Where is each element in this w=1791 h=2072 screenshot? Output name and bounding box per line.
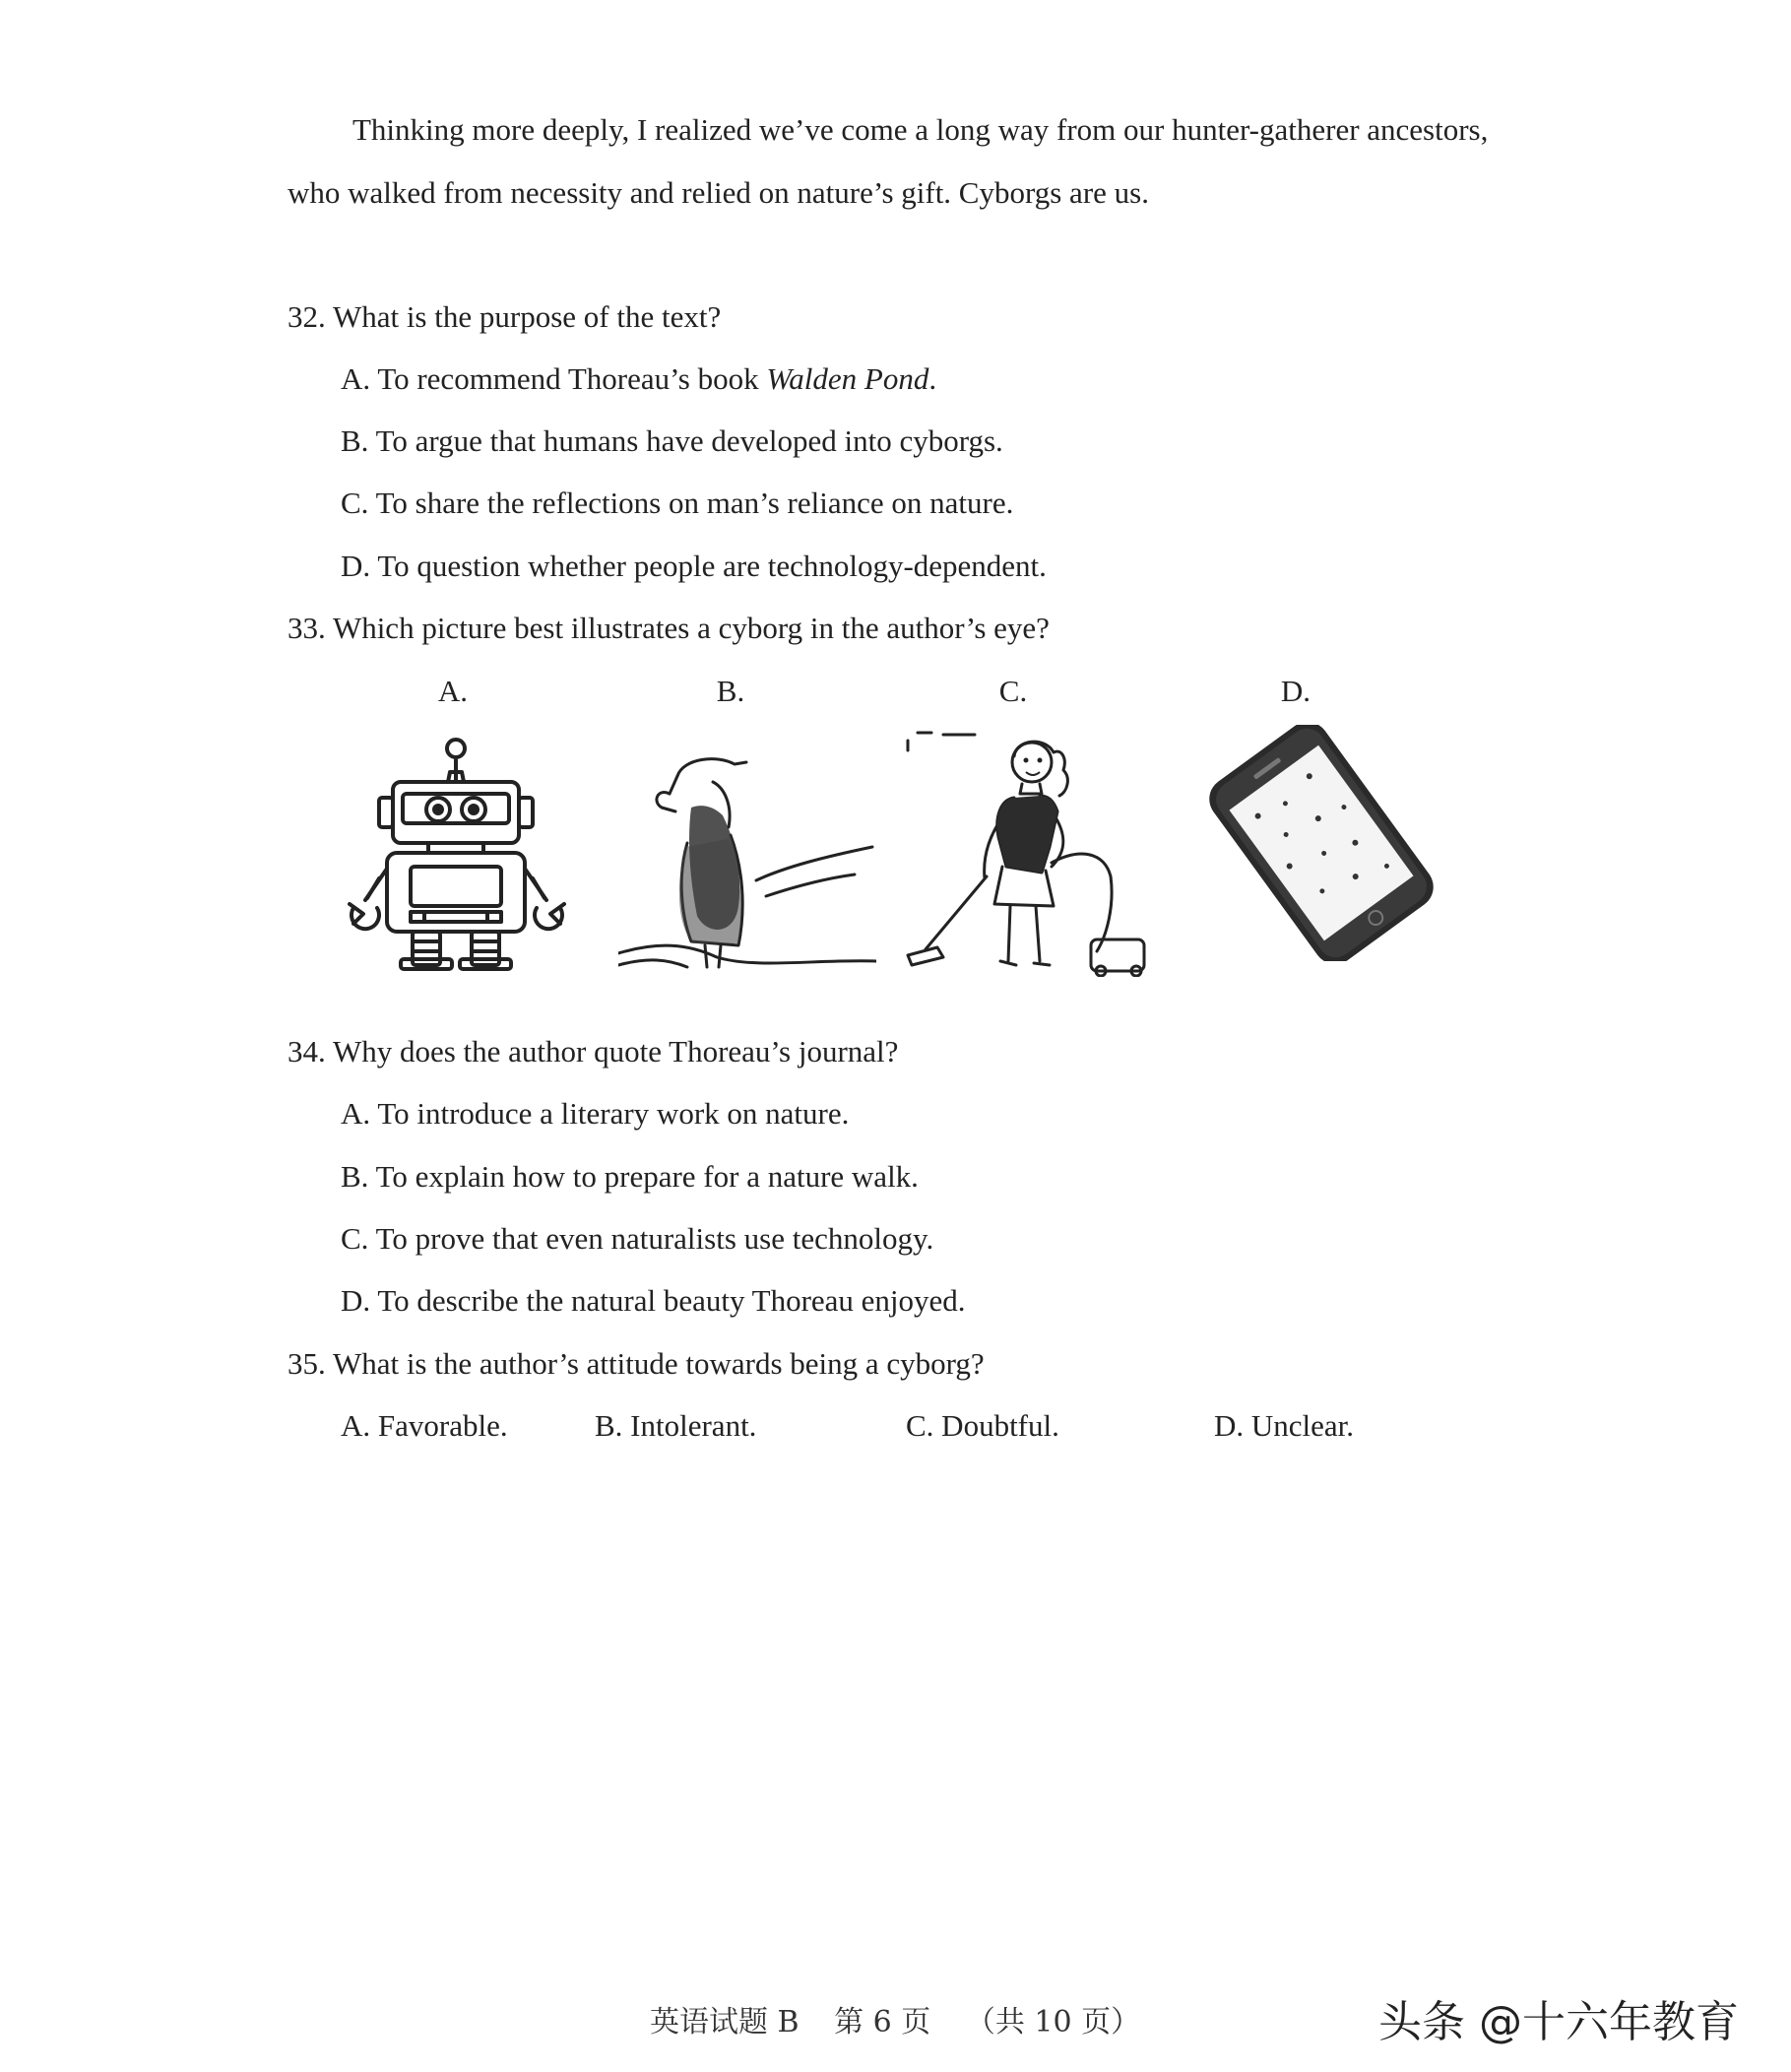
question-32-option-c[interactable]: C. To share the reflections on man’s reliance on nature.	[341, 486, 1014, 520]
passage-paragraph: Thinking more deeply, I realized we’ve come a long way from our hunter-gatherer ancestors, who walked from necessity and relied on nature’s gift. Cyborgs are us.	[288, 112, 1489, 210]
caveman-illustration[interactable]	[618, 748, 876, 975]
picture-label-b: B.	[716, 674, 745, 708]
question-34-stem: 34. Why does the author quote Thoreau’s journal?	[288, 1034, 899, 1068]
question-35-stem: 35. What is the author’s attitude towards being a cyborg?	[288, 1346, 985, 1381]
question-35-option-c[interactable]: C. Doubtful.	[906, 1408, 1059, 1443]
picture-label-a: A.	[437, 674, 469, 708]
question-32-stem: 32. What is the purpose of the text?	[288, 299, 722, 334]
question-32-option-b[interactable]: B. To argue that humans have developed into cyborgs.	[341, 423, 1003, 458]
woman-vacuuming-illustration[interactable]	[904, 729, 1162, 977]
footer-subject: 英语试题 B	[650, 2005, 800, 2040]
question-34-option-b[interactable]: B. To explain how to prepare for a nature walk.	[341, 1159, 919, 1194]
question-35-option-a[interactable]: A. Favorable.	[341, 1408, 508, 1443]
question-34-option-d[interactable]: D. To describe the natural beauty Thoreau enjoyed.	[341, 1283, 966, 1318]
question-32-option-a[interactable]: A. To recommend Thoreau’s book Walden Pond.	[341, 361, 937, 396]
page-footer	[650, 2003, 1166, 2042]
picture-label-c: C.	[998, 674, 1028, 708]
robot-illustration[interactable]	[340, 731, 576, 972]
question-35-option-d[interactable]: D. Unclear.	[1214, 1408, 1355, 1443]
question-32-option-d[interactable]: D. To question whether people are technology-dependent.	[341, 549, 1047, 583]
question-34-option-c[interactable]: C. To prove that even naturalists use technology.	[341, 1221, 934, 1256]
question-33-stem: 33. Which picture best illustrates a cyborg in the author’s eye?	[288, 611, 1050, 645]
footer-total-pages: （共 10 页）	[965, 2005, 1141, 2040]
watermark-text: 头条 @十六年教育	[1378, 1997, 1739, 2047]
question-35-option-b[interactable]: B. Intolerant.	[595, 1408, 757, 1443]
smartphone-illustration[interactable]	[1207, 725, 1436, 961]
question-34-option-a[interactable]: A. To introduce a literary work on nature.	[341, 1096, 850, 1131]
footer-page-number: 第 6 页	[834, 2005, 931, 2040]
picture-label-d: D.	[1280, 674, 1311, 708]
